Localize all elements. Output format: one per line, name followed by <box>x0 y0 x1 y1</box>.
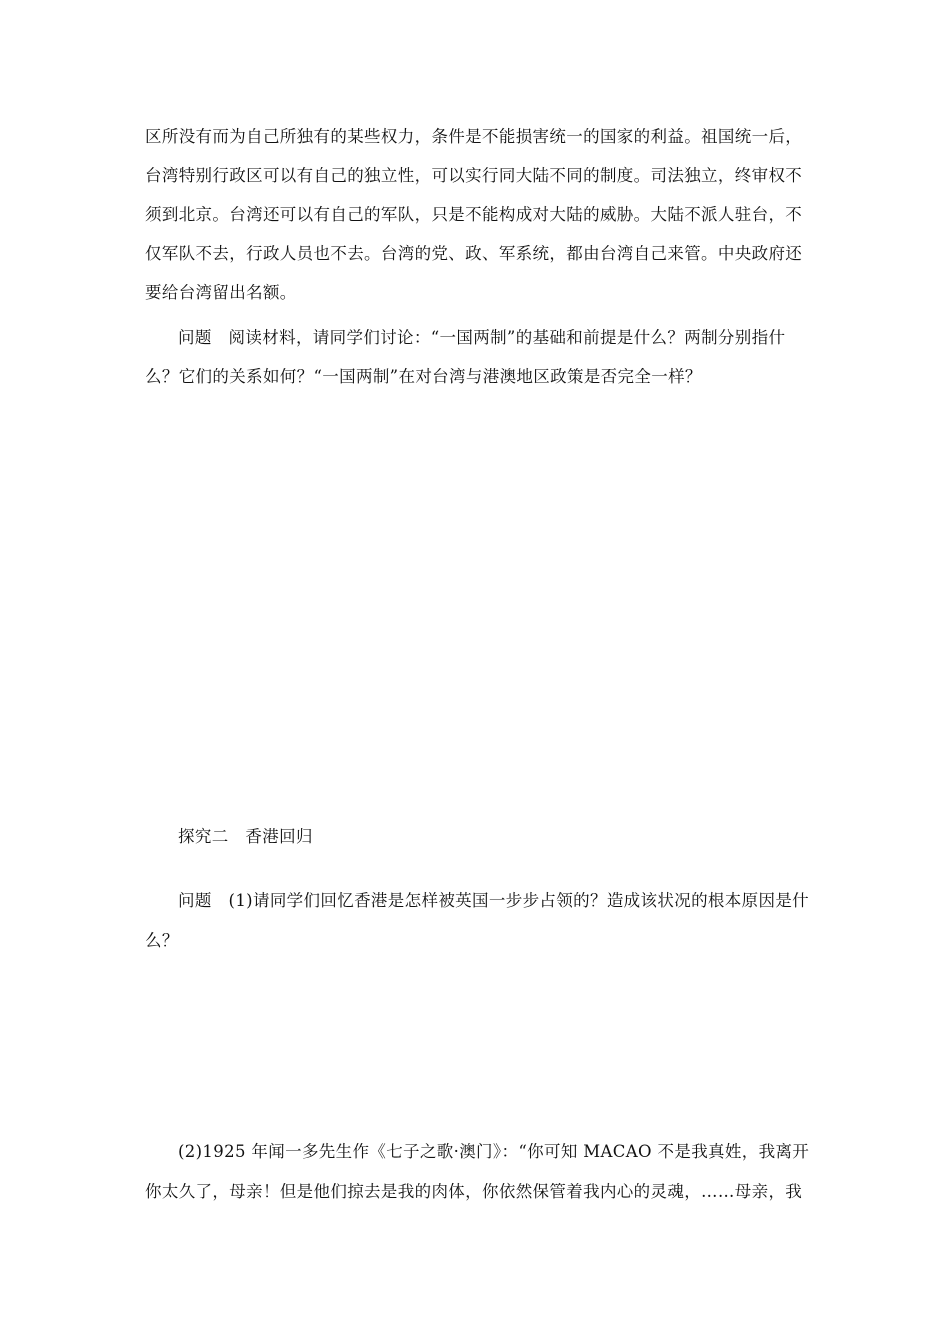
question-line: 么？它们的关系如何？“一国两制”在对台湾与港澳地区政策是否完全一样？ <box>145 367 702 386</box>
paragraph-line: 区所没有而为自己所独有的某些权力，条件是不能损害统一的国家的利益。祖国统一后， <box>145 127 803 146</box>
question-line: 么？ <box>145 931 179 950</box>
paragraph-line: 须到北京。台湾还可以有自己的军队，只是不能构成对大陆的威胁。大陆不派人驻台，不 <box>145 205 803 224</box>
question-line: (2)1925 年闻一多先生作《七子之歌·澳门》：“你可知 MACAO 不是我真姓，我离开 <box>178 1142 810 1161</box>
paragraph-line: 台湾特别行政区可以有自己的独立性，可以实行同大陆不同的制度。司法独立，终审权不 <box>145 166 803 185</box>
question-line: 问题 阅读材料，请同学们讨论：“一国两制”的基础和前提是什么？两制分别指什 <box>178 328 786 347</box>
question-line: 你太久了，母亲！但是他们掠去是我的肉体，你依然保管着我内心的灵魂，……母亲，我 <box>145 1182 803 1201</box>
paragraph-line: 要给台湾留出名额。 <box>145 283 297 302</box>
section-heading: 探究二 香港回归 <box>178 827 313 846</box>
paragraph-line: 仅军队不去，行政人员也不去。台湾的党、政、军系统，都由台湾自己来管。中央政府还 <box>145 244 803 263</box>
question-line: 问题 (1)请同学们回忆香港是怎样被英国一步步占领的？造成该状况的根本原因是什 <box>178 891 810 910</box>
